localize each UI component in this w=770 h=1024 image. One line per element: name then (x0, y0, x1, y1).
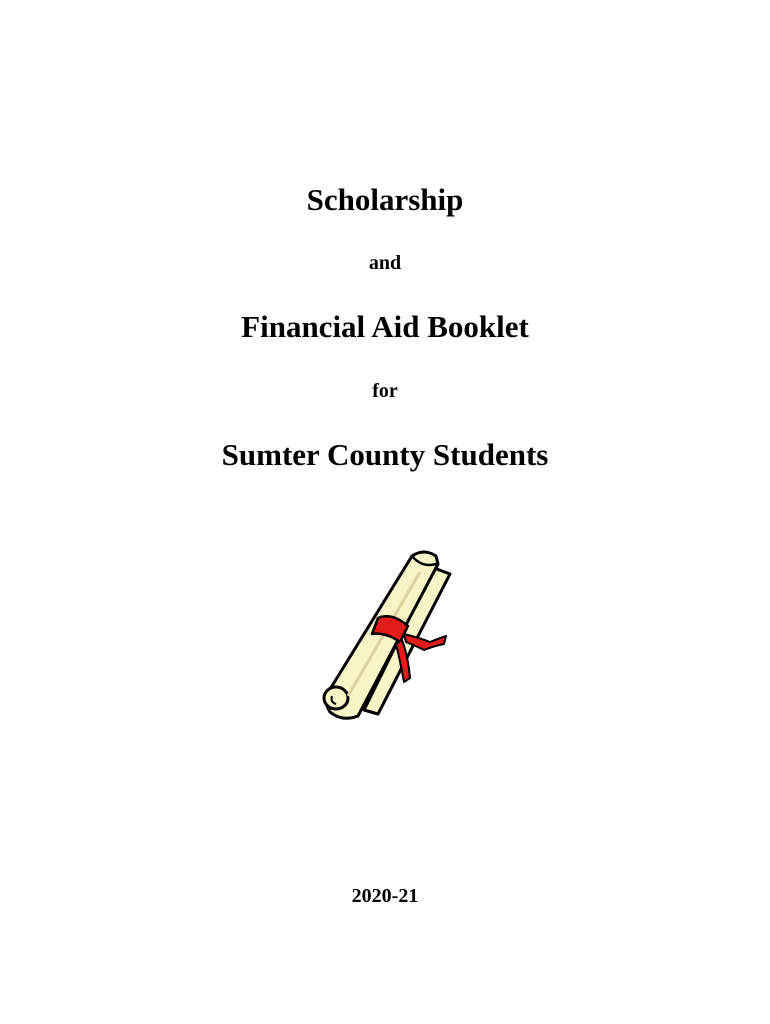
title-line-scholarship: Scholarship (306, 182, 464, 217)
title-line-sumter-county-students: Sumter County Students (221, 437, 549, 472)
title-line-financial-aid-booklet: Financial Aid Booklet (241, 309, 529, 344)
rolled-diploma-icon (312, 546, 462, 722)
diploma-bottom-end (324, 687, 348, 709)
booklet-year: 2020-21 (351, 885, 419, 907)
connector-and: and (368, 252, 402, 274)
connector-for: for (372, 380, 398, 402)
